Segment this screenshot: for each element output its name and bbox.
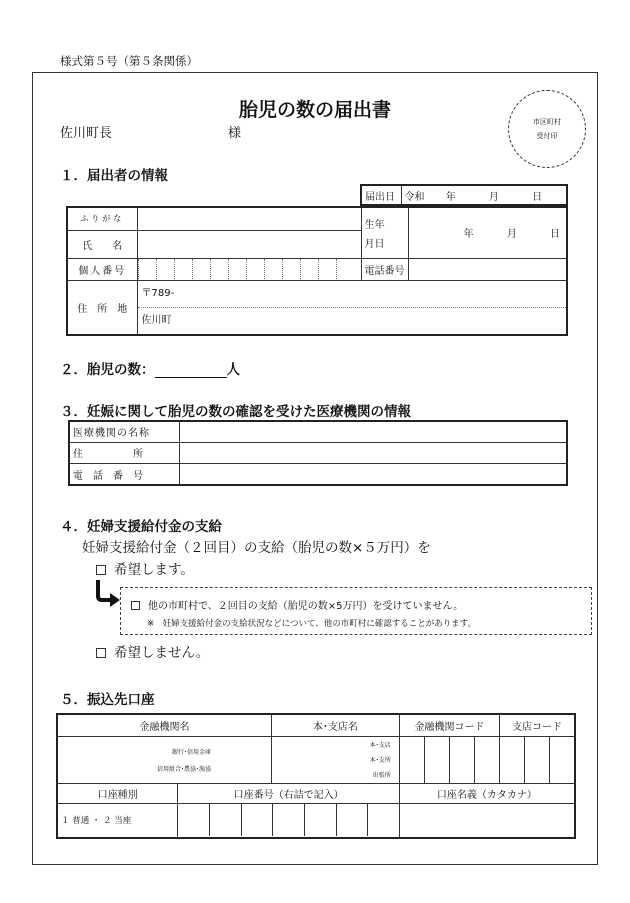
bank-code-digit[interactable] xyxy=(449,736,474,783)
bank-code-digit[interactable] xyxy=(424,736,449,783)
bank-code-digit[interactable] xyxy=(399,736,424,783)
account-number-field[interactable] xyxy=(178,803,399,838)
branch-type3: 出張所 xyxy=(372,772,391,780)
bank-code-digit[interactable] xyxy=(475,736,500,783)
medical-institution-table xyxy=(68,420,568,486)
birthdate-field[interactable] xyxy=(408,207,567,258)
branch-code-digit[interactable] xyxy=(550,736,575,783)
birthdate-label xyxy=(361,207,408,258)
not-wish-label: 希望しません。 xyxy=(114,645,210,661)
applicant-table xyxy=(66,206,568,336)
filing-date-field[interactable] xyxy=(401,185,567,205)
account-number-header: 口座番号（右詰で記入） xyxy=(178,783,399,803)
bank-type2: 信用組合･農協･漁協 xyxy=(156,765,211,773)
stamp-line1: 市区町村 xyxy=(533,118,561,126)
benefit-text: 妊婦支援給付金（２回目）の支給（胎児の数×５万円）を xyxy=(82,540,431,556)
birth-year-label: 年 xyxy=(463,229,474,241)
birth-line1: 生年 xyxy=(364,219,385,231)
bank-account-table xyxy=(56,713,576,839)
form-caption: 様式第５号（第５条関係） xyxy=(60,54,198,68)
option-wish[interactable] xyxy=(96,558,194,578)
address-label: 住 所 地 xyxy=(67,280,137,335)
institution-address-field[interactable] xyxy=(179,442,567,463)
addressee: 佐川町長 xyxy=(60,126,113,141)
other-municipality-label: 他の市町村で、２回目の支給（胎児の数×5万円）を受けていません。 xyxy=(148,601,464,612)
phone-field[interactable] xyxy=(408,258,567,280)
branch-type2: 本･支所 xyxy=(369,757,391,765)
my-number-label: 個人番号 xyxy=(67,258,137,280)
address-field[interactable] xyxy=(137,280,567,335)
account-holder-header: 口座名義（カタカナ） xyxy=(399,783,575,803)
arrow-down-right-icon xyxy=(94,580,122,610)
filing-date-label: 届出日 xyxy=(361,185,401,205)
option-not-wish[interactable] xyxy=(96,641,209,661)
bank-name-header: 金融機関名 xyxy=(57,714,271,736)
branch-name-header: 本･支店名 xyxy=(271,714,399,736)
branch-type1: 本･支店 xyxy=(369,742,391,750)
branch-code-digit[interactable] xyxy=(525,736,550,783)
phone-label: 電話番号 xyxy=(361,258,408,280)
bank-type1: 銀行･信用金庫 xyxy=(171,748,211,756)
day-label: 日 xyxy=(532,191,543,203)
institution-name-field[interactable] xyxy=(179,421,567,442)
branch-code-header: 支店コード xyxy=(500,714,575,736)
era-label: 令和 xyxy=(404,191,425,203)
furigana-field[interactable] xyxy=(137,207,361,230)
account-type-header: 口座種別 xyxy=(57,783,178,803)
institution-address-label: 住 所 xyxy=(69,442,179,463)
month-label: 月 xyxy=(488,191,499,203)
honorific: 様 xyxy=(228,126,242,141)
birth-month-label: 月 xyxy=(506,229,517,241)
institution-name-label: 医療機関の名称 xyxy=(69,421,179,442)
section5-heading: ５．振込先口座 xyxy=(60,692,155,708)
section2-heading xyxy=(60,358,240,378)
section3-heading: ３．妊娠に関して胎児の数の確認を受けた医療機関の情報 xyxy=(60,404,411,420)
stamp-line2: 受付印 xyxy=(536,132,558,140)
not-wish-checkbox[interactable] xyxy=(96,648,106,658)
section1-heading: １．届出者の情報 xyxy=(60,168,168,184)
institution-phone-field[interactable] xyxy=(179,464,567,485)
furigana-label: ふりがな xyxy=(67,207,137,230)
bank-code-header: 金融機関コード xyxy=(399,714,499,736)
other-municipality-box xyxy=(120,587,592,635)
bank-name-field[interactable] xyxy=(57,736,271,783)
branch-name-field[interactable] xyxy=(271,736,399,783)
form-title: 胎児の数の届出書 xyxy=(238,99,391,121)
filing-date-row xyxy=(360,184,568,206)
wish-label: 希望します。 xyxy=(114,562,194,578)
name-label: 氏 名 xyxy=(67,230,137,258)
institution-phone-label: 電 話 番 号 xyxy=(69,464,179,485)
birth-line2: 月日 xyxy=(364,238,385,250)
fetus-count-unit: 人 xyxy=(226,362,240,378)
fetus-count-field[interactable] xyxy=(155,363,227,378)
other-municipality-checkbox[interactable] xyxy=(131,601,140,610)
town-name: 佐川町 xyxy=(141,314,172,326)
account-holder-field[interactable] xyxy=(399,803,575,838)
section4-heading: ４．妊婦支援給付金の支給 xyxy=(60,519,222,535)
account-type-field[interactable]: １ 普通 ・ ２ 当座 xyxy=(57,803,178,838)
year-label: 年 xyxy=(445,191,456,203)
reception-stamp-circle xyxy=(508,90,586,168)
branch-code-digit[interactable] xyxy=(500,736,525,783)
my-number-field[interactable] xyxy=(137,258,361,280)
name-field[interactable] xyxy=(137,230,361,258)
birth-day-label: 日 xyxy=(550,229,560,241)
confirmation-note: ※ 妊婦支援給付金の支給状況などについて、他の市町村に確認することがあります。 xyxy=(147,619,477,629)
postal-code: 〒789- xyxy=(138,281,567,308)
wish-checkbox[interactable] xyxy=(96,565,106,575)
other-municipality-option[interactable] xyxy=(131,597,463,612)
fetus-count-label: ２．胎児の数： xyxy=(60,362,155,378)
